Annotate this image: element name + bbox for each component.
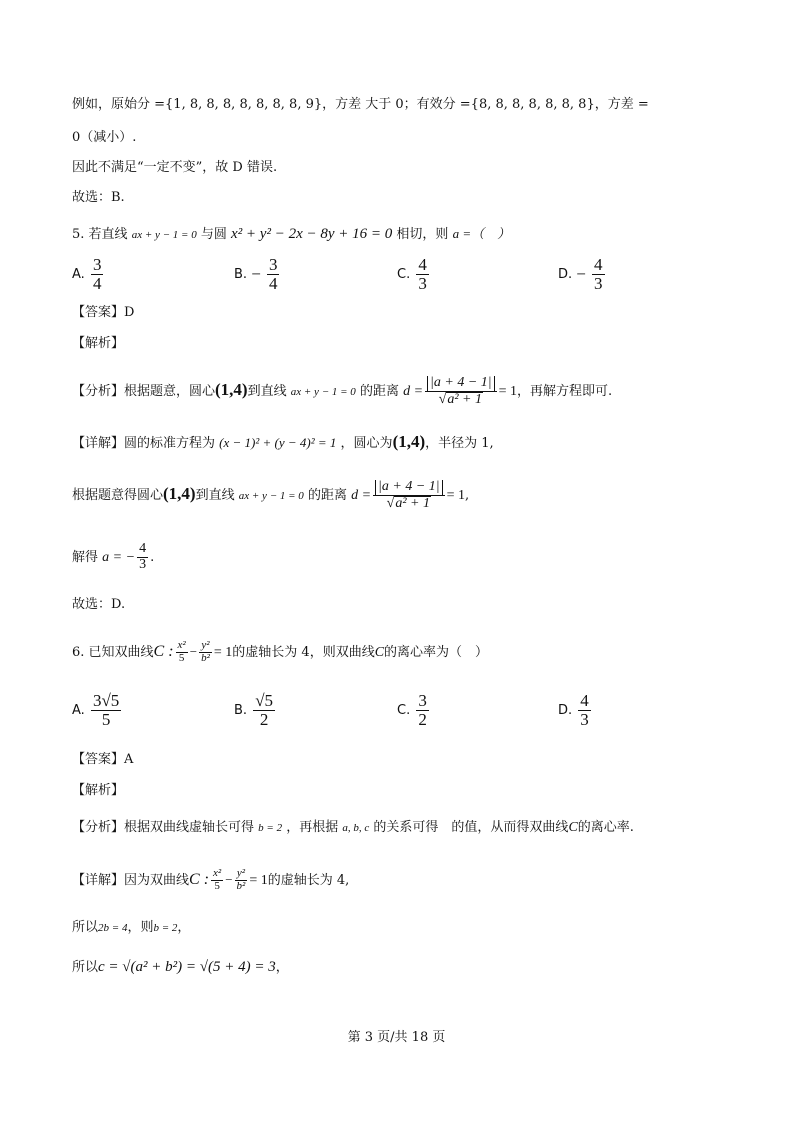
- q5-option-b-den: 4: [268, 273, 278, 293]
- q6-option-d: [558, 692, 593, 729]
- q6-option-d-label: D.: [558, 702, 573, 718]
- q5-option-c-num: 4: [418, 255, 427, 274]
- q6-option-a-num: 3√5: [92, 691, 120, 710]
- q6-suoyi1-b: ，则: [127, 920, 154, 935]
- q6-option-c-label: C.: [397, 702, 411, 718]
- q5-jie-a: 解得: [72, 550, 99, 565]
- q5-option-d-sign: −: [576, 264, 586, 284]
- q5-gen-d-den-text: a² + 1: [395, 495, 431, 511]
- q6-two-b: 2b = 4: [98, 922, 128, 934]
- q6-suoyi1-c: b = 2: [153, 922, 178, 934]
- q5-circle-eq: x² + y² − 2x − 8y + 16 = 0: [231, 226, 393, 242]
- q5-jie-var: a = −: [102, 550, 136, 565]
- q5-fenxi-a: 【分析】根据题意，圆心: [72, 384, 216, 399]
- q6-option-a: [72, 692, 123, 729]
- q5-stem-c: 相切，则: [396, 227, 449, 242]
- q6-xj-num2: y²: [236, 867, 246, 880]
- q6-option-b: [234, 692, 277, 729]
- q6-suoyi1-a: 所以: [72, 920, 99, 935]
- q5-option-c-den: 3: [418, 273, 427, 293]
- q5-gen-d-eq: = 1: [446, 488, 466, 503]
- q5-stem-a: 5. 若直线: [72, 227, 128, 242]
- q5-jie-end: .: [150, 550, 155, 565]
- q5-option-d-den: 3: [594, 273, 603, 293]
- q6-option-d-fraction: [578, 692, 591, 729]
- q5-analysis-head: 【解析】: [72, 336, 125, 351]
- q6-c-eq: c = √(a² + b²) = √(5 + 4) = 3: [98, 959, 276, 975]
- q6-abc: a, b, c: [342, 822, 370, 834]
- q5-option-b-label: B.: [234, 266, 248, 282]
- q6-answer: 【答案】A: [72, 752, 134, 767]
- q6-xj-den1: 5: [214, 880, 220, 892]
- q5-choose: 故选：D.: [72, 597, 126, 612]
- q6-analysis-head: 【解析】: [72, 783, 125, 798]
- text-line-2: 0（减小）.: [72, 130, 137, 145]
- q5-fenxi-line-eq: ax + y − 1 = 0: [290, 386, 356, 398]
- q6-xj-eq: = 1: [249, 873, 268, 888]
- q5-option-c-label: C.: [397, 266, 411, 282]
- q5-gen-line-eq: ax + y − 1 = 0: [238, 490, 304, 502]
- q6-suoyi2-a: 所以: [72, 960, 99, 975]
- q6-stem-b: 的虚轴长为 4，则双曲线: [232, 645, 375, 660]
- q5-gen-a: 根据题意得圆心: [72, 488, 164, 503]
- q6-option-a-label: A.: [72, 702, 85, 718]
- q5-gen-b: 到直线: [195, 488, 235, 503]
- q5-stem-d: a =（ ）: [452, 226, 511, 241]
- q5-answer: 【答案】D: [72, 305, 135, 320]
- q6-xiangjie-b: 的虚轴长为 4,: [267, 873, 350, 888]
- q6-fenxi: [72, 816, 634, 840]
- q6-option-b-den: 2: [259, 709, 269, 729]
- q6-xiangjie: [72, 858, 349, 903]
- q5-stem-b: 与圆: [200, 227, 227, 242]
- q6-option-d-den: 3: [580, 709, 589, 729]
- q5-option-b-fraction: [267, 256, 280, 293]
- q5-gen-d-num-text: |a + 4 − 1|: [375, 480, 443, 495]
- q5-d-den: √a² + 1: [438, 391, 483, 407]
- q6-fenxi-b: ，再根据: [286, 820, 339, 835]
- q5-d-fraction: [425, 376, 497, 407]
- q5-gen-d-label: d =: [351, 488, 372, 503]
- q6-hyp-c: C :: [153, 643, 174, 660]
- q6-hyp-num2: y²: [201, 639, 210, 652]
- q6-b-eq: b = 2: [258, 822, 283, 834]
- q5-option-d-fraction: [592, 256, 605, 293]
- q5-options: [72, 256, 752, 300]
- q6-xj-minus: −: [225, 872, 233, 887]
- q5-option-a-den: 4: [92, 273, 102, 293]
- q6-stem-a: 6. 已知双曲线: [72, 645, 154, 660]
- q5-fenxi-d: ，再解方程即可.: [517, 384, 613, 399]
- q6-suoyi2-b: ，: [275, 960, 289, 975]
- q5-center-2: (1,4): [392, 432, 426, 451]
- text-line-1: 例如，原始分 ={1, 8, 8, 8, 8, 8, 8, 8, 9}，方差 大于 0；有效分 ={8, 8, 8, 8, 8, 8, 8}，方差 =: [72, 97, 649, 112]
- q5-jie: [72, 538, 154, 578]
- q6-stem-d: 的离心率为（ ）: [384, 645, 489, 660]
- q6-stem: [72, 630, 488, 675]
- q5-option-d-label: D.: [558, 266, 573, 282]
- q6-stem-c: C: [374, 645, 385, 660]
- q6-option-b-fraction: [253, 692, 275, 729]
- q6-hyp-minus: −: [189, 644, 198, 659]
- q5-option-a: [72, 256, 105, 293]
- q5-option-d-num: 4: [594, 255, 603, 274]
- q5-d-den-text: a² + 1: [447, 391, 483, 407]
- q6-xj-num1: x²: [213, 867, 222, 880]
- q6-xj-frac2: [235, 868, 248, 892]
- q5-gen: [72, 472, 469, 518]
- q6-option-b-label: B.: [234, 702, 248, 718]
- q5-gen-d-den: √a² + 1: [386, 495, 431, 511]
- q5-gen-d: ,: [465, 488, 470, 503]
- q6-option-c-fraction: [416, 692, 429, 729]
- q6-suoyi-1: [72, 918, 190, 938]
- q6-hyp-num1: x²: [177, 639, 186, 652]
- page-footer: 第 3 页/共 18 页: [347, 1030, 446, 1045]
- q6-xiangjie-a: 【详解】因为双曲线: [72, 873, 190, 888]
- q5-d-eq: = 1: [498, 384, 518, 399]
- q6-suoyi1-d: ，: [177, 920, 191, 935]
- q5-option-a-fraction: [91, 256, 104, 293]
- q5-gen-d-num: [373, 480, 445, 496]
- q5-xiangjie-a: 【详解】圆的标准方程为: [72, 436, 216, 451]
- q5-option-d: [558, 256, 607, 293]
- q6-suoyi-2: [72, 955, 289, 980]
- q6-option-c: [397, 692, 431, 729]
- q5-gen-c: 的距离: [307, 488, 347, 503]
- q6-xj-frac1: [211, 868, 223, 892]
- q6-xj-den2: b²: [236, 880, 246, 892]
- q6-hyp-frac2: [199, 640, 212, 664]
- q5-xiangjie-b: ，圆心为: [340, 436, 393, 451]
- q6-option-d-num: 4: [580, 691, 589, 710]
- q6-hyp-frac1: [176, 640, 188, 664]
- q5-jie-den: 3: [139, 557, 147, 572]
- q5-d-num-text: |a + 4 − 1|: [427, 376, 495, 391]
- q5-center: (1,4): [215, 380, 248, 399]
- q6-options: [72, 692, 752, 736]
- q6-hyp-eq: = 1: [213, 645, 233, 660]
- q5-xiangjie: [72, 430, 494, 456]
- q5-d-label: d =: [403, 384, 424, 399]
- q6-option-b-num: √5: [255, 691, 274, 710]
- q5-option-b: [234, 256, 281, 293]
- q6-fenxi-C: C: [568, 820, 578, 835]
- text-line-3: 因此不满足“一定不变”，故 D 错误.: [72, 160, 278, 175]
- q6-fenxi-a: 【分析】根据双曲线虚轴长可得: [72, 820, 255, 835]
- q5-std-eq: (x − 1)² + (y − 4)² = 1: [219, 435, 337, 450]
- q5-gen-d-fraction: [373, 480, 445, 511]
- q5-xiangjie-c: ，半径为 1,: [425, 436, 494, 451]
- q6-option-a-den: 5: [101, 709, 111, 729]
- q5-d-num: [425, 376, 497, 392]
- q5-option-c: [397, 256, 431, 293]
- q5-option-b-sign: −: [251, 264, 261, 284]
- q5-fenxi-b: 到直线: [247, 384, 287, 399]
- q6-fenxi-d: 的离心率.: [577, 820, 634, 835]
- q6-hyp-den2: b²: [201, 652, 210, 664]
- q5-stem: [72, 224, 510, 245]
- q6-xj-hyp-c: C :: [189, 871, 210, 888]
- q5-jie-num: 4: [139, 541, 147, 557]
- q6-option-a-fraction: [91, 692, 121, 729]
- q5-line-eq: ax + y − 1 = 0: [131, 229, 197, 241]
- q6-fenxi-c: 的关系可得 的值，从而得双曲线: [373, 820, 569, 835]
- q5-jie-fraction: [137, 542, 148, 572]
- q6-option-c-num: 3: [418, 691, 427, 710]
- q5-option-b-num: 3: [268, 255, 278, 274]
- q5-fenxi-c: 的距离: [359, 384, 399, 399]
- text-line-4: 故选：B.: [72, 190, 125, 205]
- q5-option-a-label: A.: [72, 266, 85, 282]
- q5-fenxi: [72, 368, 612, 414]
- q6-hyp-den1: 5: [178, 652, 185, 664]
- q5-option-c-fraction: [416, 256, 429, 293]
- q5-center-3: (1,4): [163, 484, 196, 503]
- q5-option-a-num: 3: [92, 255, 102, 274]
- q6-option-c-den: 2: [418, 709, 427, 729]
